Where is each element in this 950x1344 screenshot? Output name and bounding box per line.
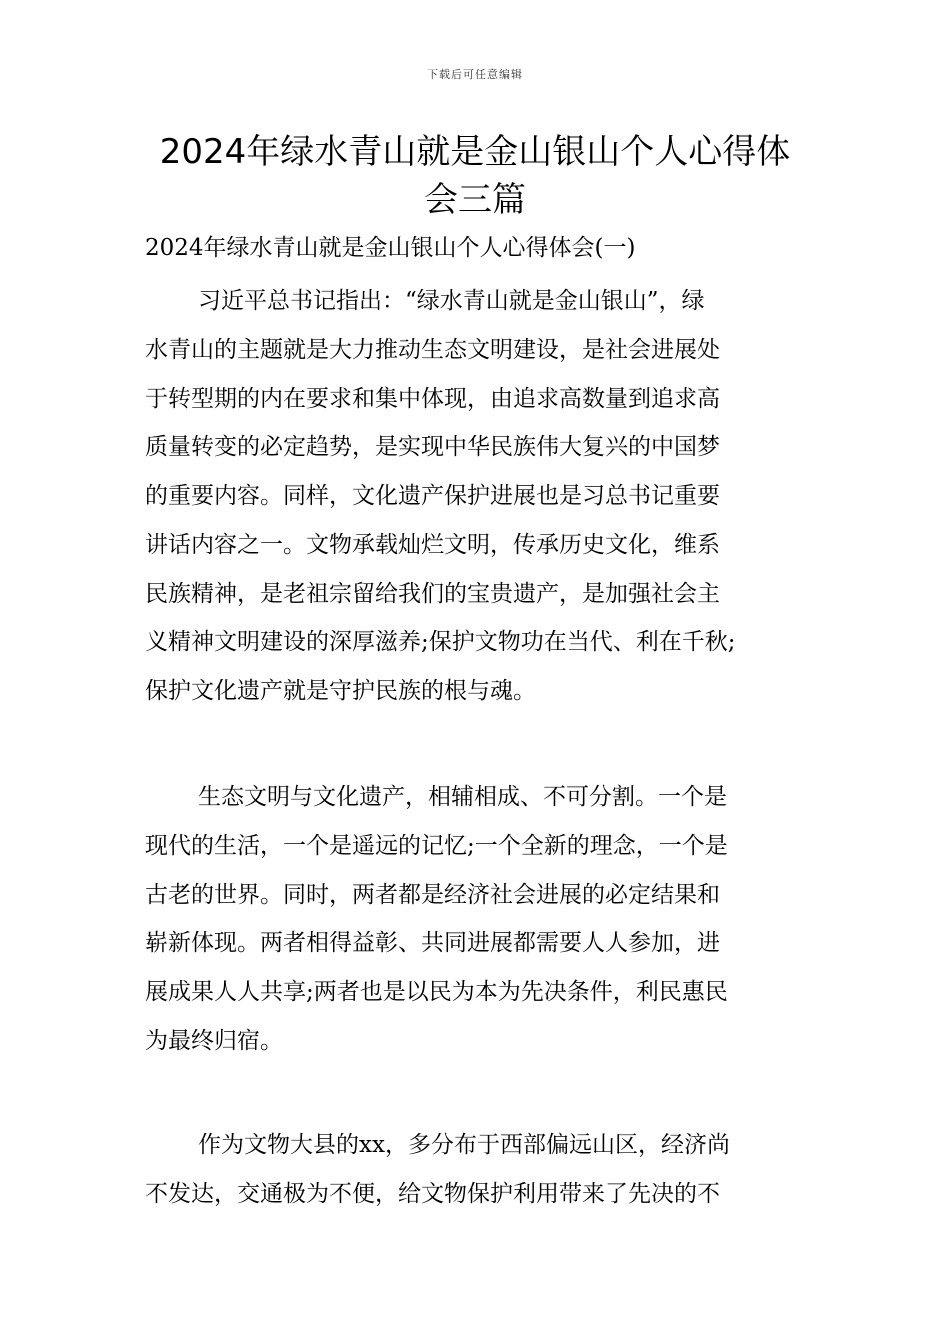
- section-subtitle: 2024年绿水青山就是金山银山个人心得体会(一): [145, 235, 636, 261]
- paragraph-line: 崭新体现。两者相得益彰、共同进展都需要人人参加，进: [145, 930, 720, 957]
- paragraph-line: 义精神文明建设的深厚滋养;保护文物功在当代、利在千秋;: [145, 629, 736, 656]
- paragraph-1: [145, 277, 815, 716]
- paragraph-line: 讲话内容之一。文物承载灿烂文明，传承历史文化，维系: [145, 531, 720, 558]
- title-line-1: 2024年绿水青山就是金山银山个人心得体: [159, 132, 791, 172]
- title-line-2: 会三篇: [424, 180, 526, 220]
- paragraph-line: 展成果人人共享;两者也是以民为本为先决条件，利民惠民: [145, 979, 728, 1005]
- paragraph-line: 民族精神，是老祖宗留给我们的宝贵遗产，是加强社会主: [145, 580, 720, 607]
- paragraph-line: 于转型期的内在要求和集中体现，由追求高数量到追求高: [145, 385, 720, 412]
- document-title: [130, 128, 820, 224]
- paragraph-line: 的重要内容。同样，文化遗产保护进展也是习总书记重要: [145, 483, 720, 509]
- paragraph-line: 习近平总书记指出：“绿水青山就是金山银山”，绿: [198, 288, 705, 314]
- paragraph-line: 质量转变的必定趋势，是实现中华民族伟大复兴的中国梦: [145, 434, 720, 461]
- paragraph-line: 作为文物大县的xx，多分布于西部偏远山区，经济尚: [198, 1132, 730, 1158]
- paragraph-line: 为最终归宿。: [145, 1027, 283, 1054]
- paragraph-line: 保护文化遗产就是守护民族的根与魂。: [145, 678, 536, 704]
- paragraph-line: 现代的生活，一个是遥远的记忆;一个全新的理念，一个是: [145, 832, 728, 859]
- paragraph-line: 水青山的主题就是大力推动生态文明建设，是社会进展处: [145, 336, 720, 363]
- paragraph-3: [145, 1121, 815, 1219]
- paragraph-line: 古老的世界。同时，两者都是经济社会进展的必定结果和: [145, 881, 720, 908]
- paragraph-line: 不发达，交通极为不便，给文物保护利用带来了先决的不: [145, 1180, 720, 1207]
- paragraph-2: [145, 773, 815, 1066]
- header-note: 下载后可任意编辑: [427, 68, 523, 81]
- paragraph-line: 生态文明与文化遗产，相辅相成、不可分割。一个是: [198, 784, 727, 810]
